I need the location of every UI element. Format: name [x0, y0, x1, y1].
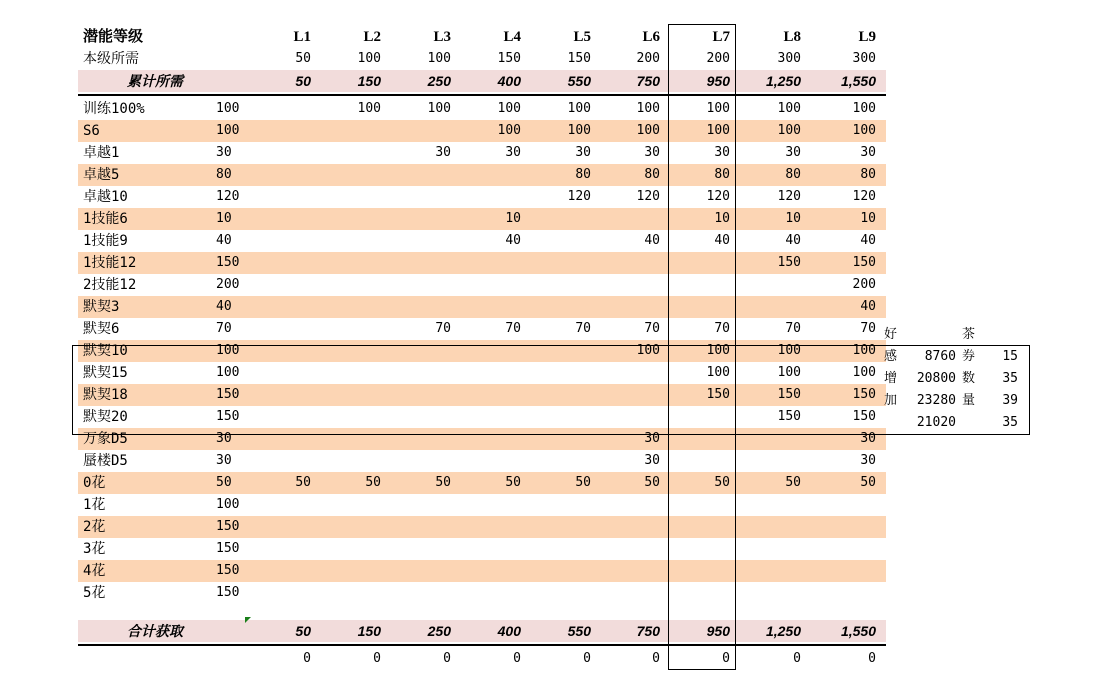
row-label: 1技能12 — [83, 255, 137, 271]
row-base-value: 50 — [216, 475, 232, 490]
row-base-value: 150 — [216, 563, 240, 578]
per-level-value: 300 — [852, 51, 876, 66]
total-row — [78, 620, 886, 642]
row-label: 蜃楼D5 — [83, 453, 128, 469]
row-level-value: 50 — [505, 475, 521, 490]
row-label: 默契20 — [83, 409, 128, 425]
row-level-value: 70 — [714, 321, 730, 336]
row-label: 2花 — [83, 519, 106, 535]
row-base-value: 80 — [216, 167, 232, 182]
row-base-value: 40 — [216, 299, 232, 314]
row-level-value: 150 — [777, 255, 801, 270]
row-label: S6 — [83, 123, 100, 139]
row-base-value: 150 — [216, 255, 240, 270]
row-level-value: 40 — [714, 233, 730, 248]
row-level-value: 120 — [636, 189, 660, 204]
row-level-value: 40 — [785, 233, 801, 248]
row-level-value: 30 — [575, 145, 591, 160]
row-level-value: 50 — [365, 475, 381, 490]
difference-value: 0 — [373, 651, 381, 666]
cell-comment-marker — [245, 617, 251, 623]
row-level-value: 200 — [852, 277, 876, 292]
total-value: 950 — [706, 623, 730, 639]
table-row — [78, 186, 886, 208]
row-level-value: 100 — [636, 343, 660, 358]
row-label: 默契3 — [83, 299, 120, 315]
row-level-value: 100 — [777, 343, 801, 358]
cumulative-value: 150 — [357, 73, 381, 89]
per-level-label: 本级所需 — [83, 51, 139, 67]
total-value: 1,250 — [765, 623, 801, 639]
affinity-value: 23280 — [916, 393, 956, 408]
table-row — [78, 252, 886, 274]
row-base-value: 100 — [216, 497, 240, 512]
tickets-value: 35 — [1002, 371, 1018, 386]
row-level-value: 40 — [860, 233, 876, 248]
per-level-value: 150 — [497, 51, 521, 66]
row-label: 0花 — [83, 475, 106, 491]
row-level-value: 100 — [852, 343, 876, 358]
row-level-value: 70 — [575, 321, 591, 336]
row-level-value: 100 — [706, 101, 730, 116]
tickets-value: 15 — [1002, 349, 1018, 364]
row-label: 1花 — [83, 497, 106, 513]
table-row — [78, 142, 886, 164]
row-level-value: 120 — [777, 189, 801, 204]
table-row — [78, 472, 886, 494]
row-level-value: 100 — [777, 365, 801, 380]
row-label: 默契18 — [83, 387, 128, 403]
row-level-value: 100 — [777, 101, 801, 116]
per-level-value: 100 — [427, 51, 451, 66]
row-level-value: 100 — [357, 101, 381, 116]
row-label: 3花 — [83, 541, 106, 557]
row-level-value: 40 — [860, 299, 876, 314]
row-level-value: 70 — [644, 321, 660, 336]
total-value: 50 — [295, 623, 311, 639]
row-level-value: 70 — [505, 321, 521, 336]
row-label: 4花 — [83, 563, 106, 579]
row-level-value: 100 — [497, 101, 521, 116]
total-label: 合计获取 — [127, 623, 183, 639]
row-level-value: 10 — [714, 211, 730, 226]
per-level-value: 50 — [295, 51, 311, 66]
row-level-value: 100 — [427, 101, 451, 116]
row-level-value: 30 — [785, 145, 801, 160]
row-base-value: 150 — [216, 585, 240, 600]
total-value: 400 — [497, 623, 521, 639]
sheet-title: 潜能等级 — [83, 29, 144, 45]
row-base-value: 30 — [216, 453, 232, 468]
cumulative-value: 750 — [636, 73, 660, 89]
header-row — [78, 26, 886, 48]
row-level-value: 80 — [714, 167, 730, 182]
row-level-value: 100 — [706, 343, 730, 358]
row-base-value: 100 — [216, 123, 240, 138]
tickets-value: 39 — [1002, 393, 1018, 408]
level-header-l2: L2 — [363, 29, 381, 45]
table-row — [78, 450, 886, 472]
cumulative-value: 50 — [295, 73, 311, 89]
difference-value: 0 — [868, 651, 876, 666]
row-label: 5花 — [83, 585, 106, 601]
row-base-value: 40 — [216, 233, 232, 248]
row-level-value: 80 — [785, 167, 801, 182]
row-level-value: 100 — [497, 123, 521, 138]
row-level-value: 100 — [777, 123, 801, 138]
row-level-value: 150 — [777, 387, 801, 402]
cumulative-value: 250 — [427, 73, 451, 89]
difference-value: 0 — [793, 651, 801, 666]
row-level-value: 120 — [852, 189, 876, 204]
row-base-value: 70 — [216, 321, 232, 336]
row-level-value: 70 — [860, 321, 876, 336]
row-level-value: 150 — [852, 387, 876, 402]
cumulative-row — [78, 70, 886, 92]
row-level-value: 120 — [706, 189, 730, 204]
row-level-value: 100 — [706, 365, 730, 380]
row-base-value: 150 — [216, 387, 240, 402]
level-header-l7: L7 — [712, 29, 730, 45]
table-row — [78, 296, 886, 318]
row-level-value: 100 — [636, 101, 660, 116]
row-label: 万象D5 — [83, 431, 128, 447]
total-value: 750 — [636, 623, 660, 639]
tickets-value: 35 — [1002, 415, 1018, 430]
row-base-value: 150 — [216, 519, 240, 534]
row-level-value: 50 — [785, 475, 801, 490]
tickets-header: 茶券数量 — [962, 327, 976, 408]
row-level-value: 50 — [644, 475, 660, 490]
affinity-value: 21020 — [916, 415, 956, 430]
difference-value: 0 — [513, 651, 521, 666]
difference-row — [78, 648, 886, 670]
row-label: 默契15 — [83, 365, 128, 381]
level-header-l6: L6 — [642, 29, 660, 45]
row-level-value: 100 — [636, 123, 660, 138]
row-base-value: 30 — [216, 145, 232, 160]
row-label: 卓越10 — [83, 189, 128, 205]
table-row — [78, 120, 886, 142]
row-level-value: 70 — [435, 321, 451, 336]
row-level-value: 80 — [575, 167, 591, 182]
row-base-value: 100 — [216, 343, 240, 358]
row-level-value: 30 — [505, 145, 521, 160]
row-base-value: 150 — [216, 541, 240, 556]
row-label: 1技能9 — [83, 233, 128, 249]
row-level-value: 50 — [575, 475, 591, 490]
table-row — [78, 164, 886, 186]
row-level-value: 50 — [295, 475, 311, 490]
row-base-value: 100 — [216, 101, 240, 116]
table-row — [78, 274, 886, 296]
row-level-value: 30 — [714, 145, 730, 160]
table-row — [78, 318, 886, 340]
row-base-value: 120 — [216, 189, 240, 204]
row-base-value: 100 — [216, 365, 240, 380]
per-level-value: 100 — [357, 51, 381, 66]
row-level-value: 30 — [860, 145, 876, 160]
row-base-value: 200 — [216, 277, 240, 292]
row-label: 默契6 — [83, 321, 120, 337]
table-row — [78, 560, 886, 582]
level-header-l1: L1 — [293, 29, 311, 45]
affinity-header: 好感增加 — [884, 327, 898, 408]
table-row — [78, 208, 886, 230]
difference-value: 0 — [303, 651, 311, 666]
row-level-value: 100 — [852, 365, 876, 380]
row-label: 卓越5 — [83, 167, 120, 183]
row-level-value: 10 — [505, 211, 521, 226]
row-label: 训练100% — [83, 101, 145, 117]
row-level-value: 40 — [505, 233, 521, 248]
row-level-value: 80 — [644, 167, 660, 182]
affinity-value: 8760 — [924, 349, 956, 364]
row-level-value: 100 — [852, 123, 876, 138]
level-header-l4: L4 — [503, 29, 521, 45]
row-level-value: 150 — [852, 255, 876, 270]
row-level-value: 50 — [714, 475, 730, 490]
row-label: 卓越1 — [83, 145, 120, 161]
level-header-l8: L8 — [783, 29, 801, 45]
row-level-value: 50 — [860, 475, 876, 490]
level-header-l5: L5 — [573, 29, 591, 45]
difference-value: 0 — [652, 651, 660, 666]
row-base-value: 30 — [216, 431, 232, 446]
table-row — [78, 516, 886, 538]
row-base-value: 150 — [216, 409, 240, 424]
row-level-value: 30 — [644, 145, 660, 160]
cumulative-value: 1,250 — [765, 73, 801, 89]
difference-value: 0 — [583, 651, 591, 666]
row-level-value: 100 — [706, 123, 730, 138]
divider-top — [78, 94, 886, 96]
difference-value: 0 — [443, 651, 451, 666]
row-label: 1技能6 — [83, 211, 128, 227]
total-value: 250 — [427, 623, 451, 639]
total-value: 150 — [357, 623, 381, 639]
row-level-value: 30 — [860, 453, 876, 468]
cumulative-value: 950 — [706, 73, 730, 89]
row-level-value: 150 — [777, 409, 801, 424]
row-level-value: 30 — [644, 453, 660, 468]
cumulative-label: 累计所需 — [127, 73, 183, 89]
row-level-value: 70 — [785, 321, 801, 336]
per-level-row — [78, 48, 886, 70]
table-row — [78, 230, 886, 252]
row-label: 2技能12 — [83, 277, 137, 293]
row-level-value: 100 — [567, 101, 591, 116]
row-level-value: 40 — [644, 233, 660, 248]
cumulative-value: 400 — [497, 73, 521, 89]
row-level-value: 30 — [860, 431, 876, 446]
row-level-value: 100 — [567, 123, 591, 138]
level-header-l9: L9 — [858, 29, 876, 45]
difference-value: 0 — [722, 651, 730, 666]
table-row — [78, 582, 886, 604]
row-base-value: 10 — [216, 211, 232, 226]
per-level-value: 200 — [636, 51, 660, 66]
row-level-value: 100 — [852, 101, 876, 116]
table-row — [78, 538, 886, 560]
row-level-value: 80 — [860, 167, 876, 182]
row-label: 默契10 — [83, 343, 128, 359]
cumulative-value: 1,550 — [840, 73, 876, 89]
row-level-value: 150 — [852, 409, 876, 424]
row-level-value: 10 — [860, 211, 876, 226]
table-row — [78, 494, 886, 516]
cumulative-value: 550 — [567, 73, 591, 89]
row-level-value: 30 — [644, 431, 660, 446]
divider-bottom — [78, 644, 886, 646]
row-level-value: 30 — [435, 145, 451, 160]
total-value: 550 — [567, 623, 591, 639]
per-level-value: 200 — [706, 51, 730, 66]
table-row — [78, 98, 886, 120]
per-level-value: 150 — [567, 51, 591, 66]
total-value: 1,550 — [840, 623, 876, 639]
affinity-value: 20800 — [916, 371, 956, 386]
level-header-l3: L3 — [433, 29, 451, 45]
per-level-value: 300 — [777, 51, 801, 66]
row-level-value: 120 — [567, 189, 591, 204]
row-level-value: 50 — [435, 475, 451, 490]
row-level-value: 10 — [785, 211, 801, 226]
row-level-value: 150 — [706, 387, 730, 402]
